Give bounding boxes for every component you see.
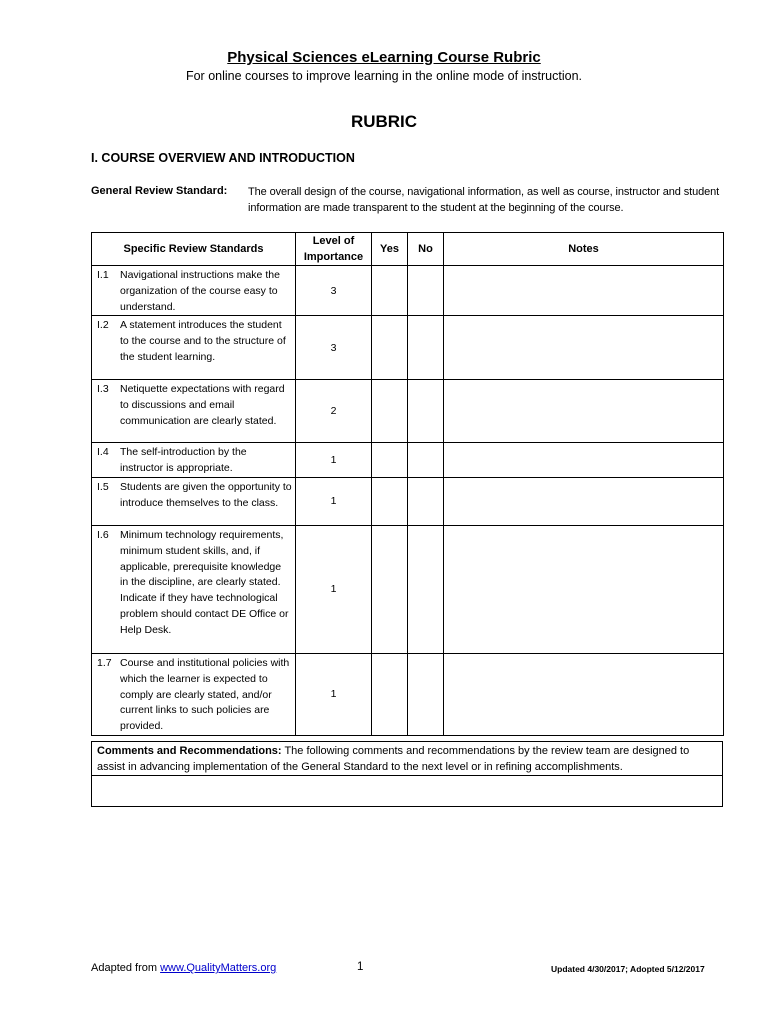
table-row <box>92 316 724 380</box>
level-cell: 3 <box>296 266 372 316</box>
yes-cell[interactable] <box>372 525 408 653</box>
yes-cell[interactable] <box>372 443 408 478</box>
comments-box <box>91 741 723 807</box>
standard-cell <box>92 316 296 380</box>
general-review-standard-text: The overall design of the course, navigational information, as well as course, instructor and student information are made transparent to the student at the beginning of the course. <box>248 186 720 214</box>
yes-cell[interactable] <box>372 477 408 525</box>
table-row <box>92 477 724 525</box>
standard-text: A statement introduces the student to the course and to the structure of the student learning. <box>120 319 286 363</box>
no-cell[interactable] <box>408 380 444 443</box>
rubric-table <box>91 232 724 736</box>
footer-adapted <box>91 962 276 974</box>
yes-cell[interactable] <box>372 316 408 380</box>
standard-cell <box>92 443 296 478</box>
footer-updated: Updated 4/30/2017; Adopted 5/12/2017 <box>551 964 705 974</box>
standard-cell <box>92 653 296 735</box>
table-row <box>92 443 724 478</box>
no-cell[interactable] <box>408 443 444 478</box>
yes-cell[interactable] <box>372 266 408 316</box>
notes-cell[interactable] <box>444 525 724 653</box>
page-number: 1 <box>357 961 364 973</box>
yes-cell[interactable] <box>372 653 408 735</box>
standard-text: Course and institutional policies with which the learner is expected to comply are clearly stated, and/or current links to such policies are provided. <box>120 656 290 733</box>
standard-cell <box>92 380 296 443</box>
table-row <box>92 525 724 653</box>
qualitymatters-link[interactable]: www.QualityMatters.org <box>160 962 277 974</box>
standard-id: I.2 <box>97 319 109 332</box>
table-row <box>92 380 724 443</box>
level-cell: 1 <box>296 653 372 735</box>
standard-id: 1.7 <box>97 656 112 669</box>
no-cell[interactable] <box>408 316 444 380</box>
table-header-row <box>92 233 724 266</box>
standard-id: I.4 <box>97 446 109 459</box>
no-cell[interactable] <box>408 653 444 735</box>
standard-cell <box>92 266 296 316</box>
standard-id: I.1 <box>97 269 109 281</box>
level-cell: 1 <box>296 525 372 653</box>
rubric-heading: RUBRIC <box>350 112 418 131</box>
document-subtitle: For online courses to improve learning in the online mode of instruction. <box>185 69 583 83</box>
notes-cell[interactable] <box>444 653 724 735</box>
header-no: No <box>408 233 444 266</box>
no-cell[interactable] <box>408 525 444 653</box>
standard-cell <box>92 477 296 525</box>
table-row <box>92 266 724 316</box>
standard-id: I.3 <box>97 383 109 396</box>
header-level-of-importance: Level of Importance <box>296 233 372 266</box>
level-cell: 1 <box>296 443 372 478</box>
notes-cell[interactable] <box>444 443 724 478</box>
notes-cell[interactable] <box>444 316 724 380</box>
header-notes: Notes <box>444 233 724 266</box>
yes-cell[interactable] <box>372 380 408 443</box>
no-cell[interactable] <box>408 477 444 525</box>
standard-id: I.5 <box>97 480 109 493</box>
level-cell: 3 <box>296 316 372 380</box>
level-cell: 1 <box>296 477 372 525</box>
header-specific-review-standards: Specific Review Standards <box>92 233 296 266</box>
notes-cell[interactable] <box>444 266 724 316</box>
notes-cell[interactable] <box>444 380 724 443</box>
no-cell[interactable] <box>408 266 444 316</box>
comments-input-area[interactable] <box>92 776 722 806</box>
comments-label: Comments and Recommendations: <box>97 745 282 757</box>
general-review-standard-label: General Review Standard: <box>91 185 228 197</box>
comments-description <box>92 742 722 776</box>
standard-text: Navigational instructions make the organization of the course easy to understand. <box>120 269 280 313</box>
standard-text: Students are given the opportunity to introduce themselves to the class. <box>120 480 292 509</box>
standard-text: Netiquette expectations with regard to discussions and email communication are clearly stated. <box>120 383 285 427</box>
standard-text: Minimum technology requirements, minimum student skills, and, if applicable, prerequisite knowledge in the discipline, are clearly stated. Indicate if they have technological problem should contact DE Office or Help Desk. <box>120 528 289 636</box>
table-row <box>92 653 724 735</box>
standard-text: The self-introduction by the instructor is appropriate. <box>120 446 247 475</box>
standard-cell <box>92 525 296 653</box>
level-cell: 2 <box>296 380 372 443</box>
notes-cell[interactable] <box>444 477 724 525</box>
standard-id: I.6 <box>97 528 109 541</box>
footer-adapted-prefix: Adapted from <box>91 962 161 974</box>
header-yes: Yes <box>372 233 408 266</box>
document-title: Physical Sciences eLearning Course Rubric <box>227 49 541 66</box>
comments-text: The following comments and recommendations by the review team are designed to assist in advancing implementation of the General Standard to the next level or in refining accomplishments. <box>97 745 690 773</box>
section-heading: I. COURSE OVERVIEW AND INTRODUCTION <box>91 151 355 165</box>
